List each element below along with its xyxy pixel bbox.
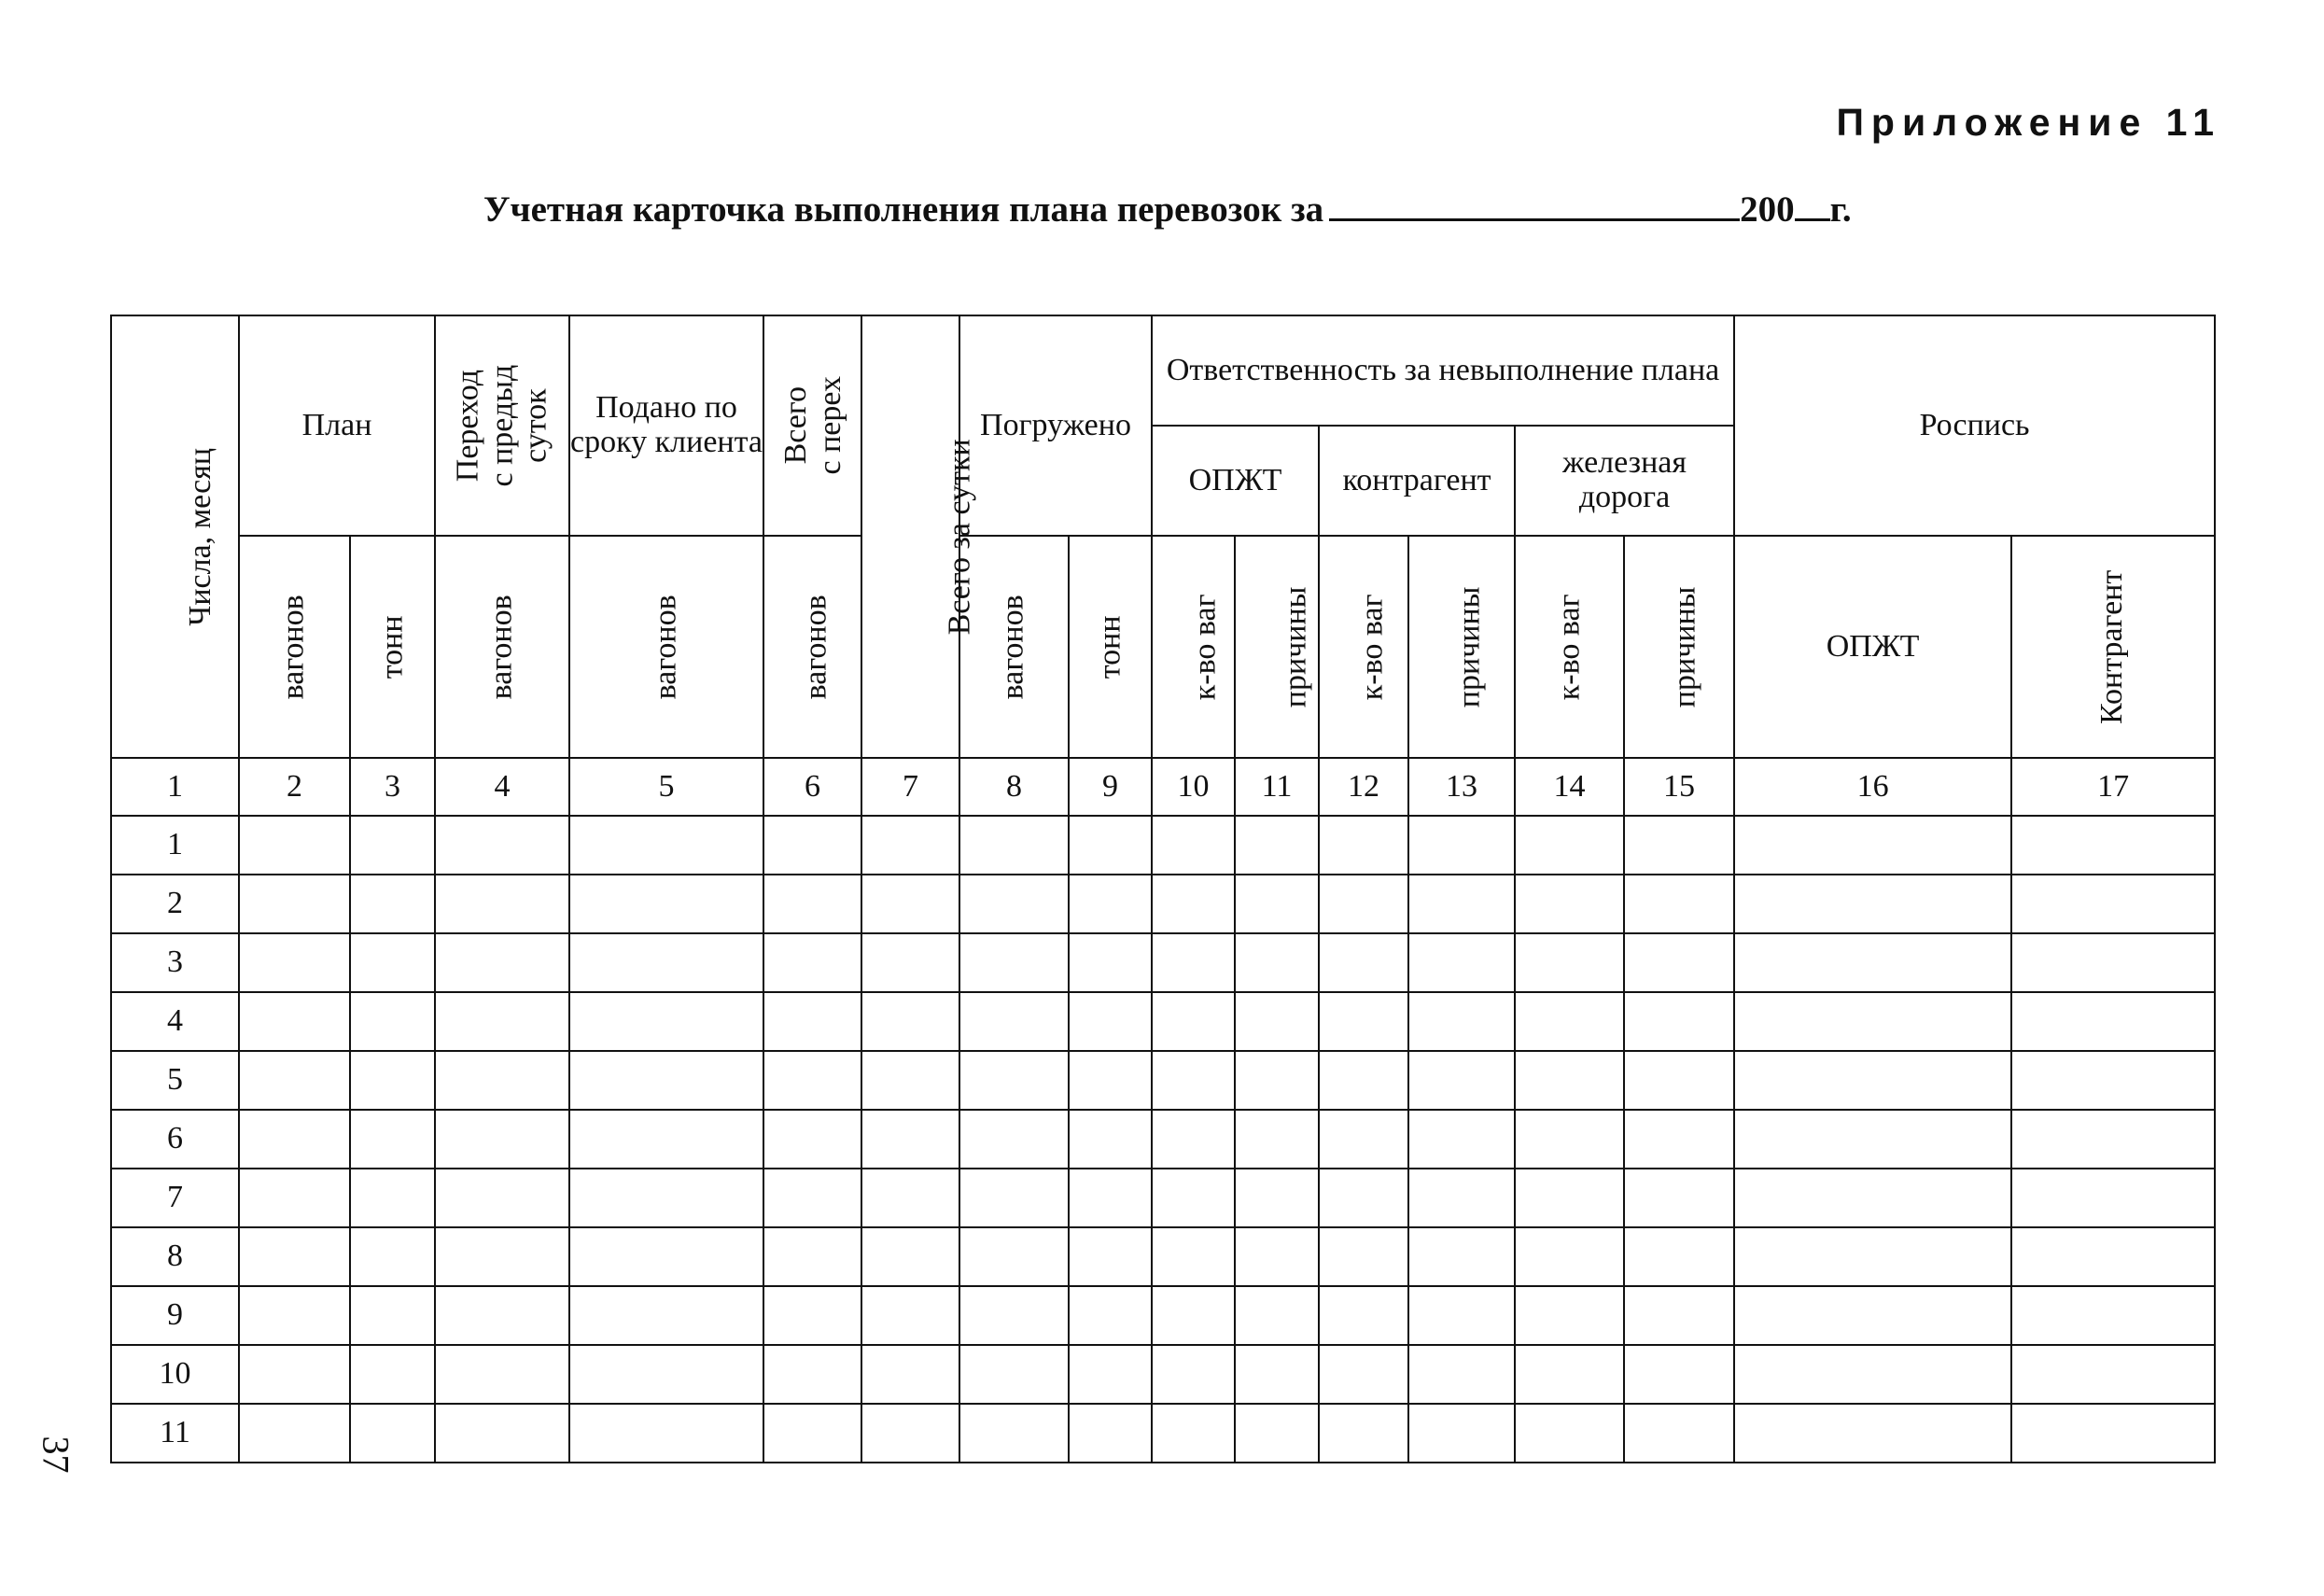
table-cell[interactable]: [763, 816, 861, 875]
row-date-cell: 8: [111, 1227, 239, 1286]
accounting-card-table: [110, 315, 2216, 1463]
appendix-label: Приложение 11: [1836, 101, 2221, 144]
table-cell[interactable]: [1734, 1286, 2011, 1345]
table-cell[interactable]: [1069, 1110, 1152, 1169]
table-cell[interactable]: [1152, 1404, 1235, 1463]
header-date: Числа, месяц: [111, 315, 239, 758]
header-contractor-reasons: причины: [1408, 536, 1515, 758]
table-cell[interactable]: [959, 1286, 1069, 1345]
row-date-cell: 5: [111, 1051, 239, 1110]
row-date-cell: 9: [111, 1286, 239, 1345]
table-cell[interactable]: [959, 1169, 1069, 1227]
header-opzht-reasons: причины: [1235, 536, 1319, 758]
table-row: [111, 816, 2215, 875]
table-cell[interactable]: [1235, 1110, 1319, 1169]
table-cell[interactable]: [239, 1345, 350, 1404]
table-cell[interactable]: [1319, 1345, 1408, 1404]
table-row: [111, 1345, 2215, 1404]
table-cell[interactable]: [1319, 1110, 1408, 1169]
table-cell[interactable]: [435, 1286, 569, 1345]
table-row: [111, 1286, 2215, 1345]
table-cell[interactable]: [435, 875, 569, 933]
table-cell[interactable]: [763, 992, 861, 1051]
row-date-cell: 3: [111, 933, 239, 992]
table-cell[interactable]: [435, 1404, 569, 1463]
table-cell[interactable]: [435, 1110, 569, 1169]
header-opzht-count: к-во ваг: [1152, 536, 1235, 758]
table-cell[interactable]: [2011, 1227, 2215, 1286]
table-cell[interactable]: [1152, 1110, 1235, 1169]
header-railway: железная дорога: [1515, 426, 1734, 536]
table-cell[interactable]: [1624, 816, 1734, 875]
table-cell[interactable]: [2011, 1169, 2215, 1227]
table-cell[interactable]: [435, 1169, 569, 1227]
table-cell[interactable]: [1408, 875, 1515, 933]
table-cell[interactable]: [569, 992, 763, 1051]
table-cell[interactable]: [1069, 816, 1152, 875]
table-cell[interactable]: [2011, 875, 2215, 933]
header-contractor: контрагент: [1319, 426, 1515, 536]
table-cell[interactable]: [1624, 875, 1734, 933]
table-row: [111, 1169, 2215, 1227]
table-cell[interactable]: [1152, 1227, 1235, 1286]
header-signature: Роспись: [1734, 315, 2215, 536]
table-cell[interactable]: [959, 1227, 1069, 1286]
table-cell[interactable]: [1515, 1404, 1624, 1463]
header-total-carry-wagons: вагонов: [763, 536, 861, 758]
table-cell[interactable]: [2011, 1345, 2215, 1404]
table-cell[interactable]: [861, 1051, 959, 1110]
table-row: [111, 1051, 2215, 1110]
title-text: Учетная карточка выполнения плана перевозок за: [483, 189, 1324, 230]
table-cell[interactable]: [2011, 1404, 2215, 1463]
table-cell[interactable]: [1235, 1345, 1319, 1404]
table-cell[interactable]: [861, 1169, 959, 1227]
header-loaded-wagons: вагонов: [959, 536, 1069, 758]
table-cell[interactable]: [569, 1169, 763, 1227]
table-cell[interactable]: [763, 875, 861, 933]
table-cell[interactable]: [1235, 1169, 1319, 1227]
row-date-cell: 10: [111, 1345, 239, 1404]
column-number: 7: [861, 758, 959, 816]
header-plan: План: [239, 315, 435, 536]
column-number: 12: [1319, 758, 1408, 816]
table-cell[interactable]: [861, 992, 959, 1051]
column-number: 13: [1408, 758, 1515, 816]
column-number: 8: [959, 758, 1069, 816]
row-date-cell: 2: [111, 875, 239, 933]
header-submitted-wagons: вагонов: [569, 536, 763, 758]
table-cell[interactable]: [861, 1286, 959, 1345]
column-number: 1: [111, 758, 239, 816]
table-cell[interactable]: [1152, 933, 1235, 992]
table-cell[interactable]: [435, 933, 569, 992]
header-contractor-count: к-во ваг: [1319, 536, 1408, 758]
table-cell[interactable]: [1319, 992, 1408, 1051]
table-cell[interactable]: [435, 816, 569, 875]
table-cell[interactable]: [239, 992, 350, 1051]
table-cell[interactable]: [1069, 1169, 1152, 1227]
table-cell[interactable]: [1235, 933, 1319, 992]
table-cell[interactable]: [350, 816, 435, 875]
table-cell[interactable]: [239, 875, 350, 933]
table-cell[interactable]: [239, 1110, 350, 1169]
table-cell[interactable]: [569, 875, 763, 933]
header-total-carry: Всего с перех: [763, 315, 861, 536]
header-opzht: ОПЖТ: [1152, 426, 1319, 536]
table-cell[interactable]: [1408, 992, 1515, 1051]
year-suffix: г.: [1829, 189, 1852, 230]
column-number: 16: [1734, 758, 2011, 816]
table-cell[interactable]: [861, 1110, 959, 1169]
column-number: 4: [435, 758, 569, 816]
header-plan-wagons: вагонов: [239, 536, 350, 758]
table-cell[interactable]: [959, 875, 1069, 933]
table-row: [111, 1110, 2215, 1169]
table-cell[interactable]: [959, 1051, 1069, 1110]
table-cell[interactable]: [1319, 1404, 1408, 1463]
table-cell[interactable]: [1408, 1169, 1515, 1227]
header-plan-tons: тонн: [350, 536, 435, 758]
table-cell[interactable]: [1515, 1051, 1624, 1110]
table-row: [111, 875, 2215, 933]
table-cell[interactable]: [763, 1169, 861, 1227]
table-cell[interactable]: [1515, 1286, 1624, 1345]
table-cell[interactable]: [959, 1345, 1069, 1404]
table-cell[interactable]: [1624, 1227, 1734, 1286]
table-cell[interactable]: [1515, 1227, 1624, 1286]
column-number: 3: [350, 758, 435, 816]
table-cell[interactable]: [350, 1051, 435, 1110]
header-carryover-wagons: вагонов: [435, 536, 569, 758]
column-number: 14: [1515, 758, 1624, 816]
header-carryover: Переход с предыд суток: [435, 315, 569, 536]
table-cell[interactable]: [569, 1110, 763, 1169]
table-cell[interactable]: [569, 933, 763, 992]
table-cell[interactable]: [1624, 992, 1734, 1051]
row-date-cell: 1: [111, 816, 239, 875]
table-cell[interactable]: [1319, 933, 1408, 992]
table-cell[interactable]: [1408, 933, 1515, 992]
table-cell[interactable]: [1235, 1286, 1319, 1345]
table-cell[interactable]: [569, 816, 763, 875]
table-cell[interactable]: [2011, 1051, 2215, 1110]
header-loaded: Погружено: [959, 315, 1152, 536]
table-cell[interactable]: [1734, 1345, 2011, 1404]
table-cell[interactable]: [1408, 1051, 1515, 1110]
table-cell[interactable]: [1152, 816, 1235, 875]
table-cell[interactable]: [1069, 1051, 1152, 1110]
table-cell[interactable]: [1235, 875, 1319, 933]
table-cell[interactable]: [1069, 992, 1152, 1051]
header-total-day: Всего за сутки: [861, 315, 959, 758]
table-cell[interactable]: [1515, 992, 1624, 1051]
table-cell[interactable]: [1152, 992, 1235, 1051]
table-cell[interactable]: [1734, 933, 2011, 992]
table-cell[interactable]: [239, 1169, 350, 1227]
table-cell[interactable]: [350, 992, 435, 1051]
table-cell[interactable]: [1319, 1169, 1408, 1227]
table-cell[interactable]: [1319, 1286, 1408, 1345]
table-cell[interactable]: [1408, 1227, 1515, 1286]
header-submitted: Подано по сроку клиента: [569, 315, 763, 536]
table-cell[interactable]: [1069, 1227, 1152, 1286]
table-cell[interactable]: [239, 816, 350, 875]
table-cell[interactable]: [1734, 992, 2011, 1051]
table-cell[interactable]: [1515, 933, 1624, 992]
column-number-row: [111, 758, 2215, 816]
column-number: 6: [763, 758, 861, 816]
table-cell[interactable]: [1319, 875, 1408, 933]
table-cell[interactable]: [959, 933, 1069, 992]
table-cell[interactable]: [959, 992, 1069, 1051]
table-cell[interactable]: [861, 1345, 959, 1404]
row-date-cell: 7: [111, 1169, 239, 1227]
column-number: 9: [1069, 758, 1152, 816]
page-number: 37: [35, 1435, 77, 1474]
table-cell[interactable]: [1069, 1345, 1152, 1404]
table-cell[interactable]: [1319, 816, 1408, 875]
header-loaded-tons: тонн: [1069, 536, 1152, 758]
table-row: [111, 992, 2215, 1051]
table-cell[interactable]: [2011, 933, 2215, 992]
table-cell[interactable]: [569, 1051, 763, 1110]
column-number: 11: [1235, 758, 1319, 816]
table-cell[interactable]: [1235, 992, 1319, 1051]
table-cell[interactable]: [569, 1404, 763, 1463]
table-cell[interactable]: [435, 992, 569, 1051]
table-cell[interactable]: [239, 1404, 350, 1463]
table-cell[interactable]: [861, 1227, 959, 1286]
table-cell[interactable]: [569, 1345, 763, 1404]
table-cell[interactable]: [861, 875, 959, 933]
column-number: 17: [2011, 758, 2215, 816]
table-cell[interactable]: [1515, 875, 1624, 933]
table-cell[interactable]: [1152, 1169, 1235, 1227]
table-cell[interactable]: [1408, 816, 1515, 875]
table-cell[interactable]: [1624, 933, 1734, 992]
year-prefix: 200: [1740, 189, 1795, 230]
column-number: 10: [1152, 758, 1235, 816]
table-cell[interactable]: [1408, 1110, 1515, 1169]
table-cell[interactable]: [1235, 816, 1319, 875]
table-cell[interactable]: [1734, 1110, 2011, 1169]
table-cell[interactable]: [1152, 1051, 1235, 1110]
table-cell[interactable]: [763, 1345, 861, 1404]
table-cell[interactable]: [1624, 1110, 1734, 1169]
table-cell[interactable]: [239, 1286, 350, 1345]
table-cell[interactable]: [1235, 1404, 1319, 1463]
period-blank: [1329, 187, 1740, 221]
table-cell[interactable]: [861, 1404, 959, 1463]
table-cell[interactable]: [1069, 875, 1152, 933]
table-cell[interactable]: [569, 1286, 763, 1345]
table-row: [111, 1227, 2215, 1286]
table-cell[interactable]: [959, 1404, 1069, 1463]
table-cell[interactable]: [959, 1110, 1069, 1169]
table-cell[interactable]: [1624, 1345, 1734, 1404]
table-cell[interactable]: [1235, 1227, 1319, 1286]
column-number: 15: [1624, 758, 1734, 816]
table-cell[interactable]: [435, 1051, 569, 1110]
table-cell[interactable]: [2011, 1110, 2215, 1169]
table-cell[interactable]: [1408, 1286, 1515, 1345]
table-cell[interactable]: [1734, 1227, 2011, 1286]
table-cell[interactable]: [435, 1227, 569, 1286]
table-row: [111, 1404, 2215, 1463]
table-cell[interactable]: [2011, 992, 2215, 1051]
table-cell[interactable]: [763, 1404, 861, 1463]
table-cell[interactable]: [350, 875, 435, 933]
row-date-cell: 4: [111, 992, 239, 1051]
table-cell[interactable]: [1624, 1404, 1734, 1463]
table-cell[interactable]: [239, 1227, 350, 1286]
column-number: 5: [569, 758, 763, 816]
table-cell[interactable]: [1515, 1110, 1624, 1169]
table-cell[interactable]: [1408, 1345, 1515, 1404]
table-cell[interactable]: [763, 1227, 861, 1286]
table-row: [111, 933, 2215, 992]
header-signature-contractor: Контрагент: [2011, 536, 2215, 758]
table-cell[interactable]: [435, 1345, 569, 1404]
table-cell[interactable]: [1734, 1169, 2011, 1227]
table-cell[interactable]: [763, 1110, 861, 1169]
table-cell[interactable]: [1515, 1169, 1624, 1227]
table-cell[interactable]: [763, 1051, 861, 1110]
table-cell[interactable]: [1734, 1404, 2011, 1463]
table-cell[interactable]: [1734, 816, 2011, 875]
header-railway-count: к-во ваг: [1515, 536, 1624, 758]
table-cell[interactable]: [1734, 875, 2011, 933]
table-cell[interactable]: [1734, 1051, 2011, 1110]
table-cell[interactable]: [1069, 1404, 1152, 1463]
row-date-cell: 11: [111, 1404, 239, 1463]
column-number: 2: [239, 758, 350, 816]
table-cell[interactable]: [350, 1404, 435, 1463]
table-cell[interactable]: [350, 1169, 435, 1227]
table-cell[interactable]: [861, 816, 959, 875]
table-cell[interactable]: [569, 1227, 763, 1286]
table-cell[interactable]: [1319, 1227, 1408, 1286]
table-cell[interactable]: [239, 933, 350, 992]
header-railway-reasons: причины: [1624, 536, 1734, 758]
table-cell[interactable]: [959, 816, 1069, 875]
document-title: [483, 187, 1852, 231]
table-cell[interactable]: [350, 1227, 435, 1286]
table-cell[interactable]: [350, 933, 435, 992]
table-cell[interactable]: [239, 1051, 350, 1110]
table-cell[interactable]: [763, 933, 861, 992]
table-cell[interactable]: [1515, 816, 1624, 875]
table-cell[interactable]: [861, 933, 959, 992]
table-cell[interactable]: [1152, 1345, 1235, 1404]
table-cell[interactable]: [1069, 1286, 1152, 1345]
table-cell[interactable]: [2011, 1286, 2215, 1345]
table-cell[interactable]: [1319, 1051, 1408, 1110]
table-cell[interactable]: [763, 1286, 861, 1345]
table-cell[interactable]: [1624, 1169, 1734, 1227]
header-responsibility: Ответственность за невыполнение плана: [1152, 315, 1734, 426]
table-cell[interactable]: [1152, 875, 1235, 933]
table-cell[interactable]: [1408, 1404, 1515, 1463]
table-cell[interactable]: [350, 1286, 435, 1345]
table-cell[interactable]: [1624, 1286, 1734, 1345]
table-cell[interactable]: [1624, 1051, 1734, 1110]
table-cell[interactable]: [350, 1110, 435, 1169]
table-cell[interactable]: [1069, 933, 1152, 992]
row-date-cell: 6: [111, 1110, 239, 1169]
table-cell[interactable]: [1152, 1286, 1235, 1345]
table-cell[interactable]: [1515, 1345, 1624, 1404]
table-cell[interactable]: [1235, 1051, 1319, 1110]
year-blank: [1795, 187, 1830, 221]
header-signature-opzht: ОПЖТ: [1734, 536, 2011, 758]
table-cell[interactable]: [350, 1345, 435, 1404]
table-cell[interactable]: [2011, 816, 2215, 875]
